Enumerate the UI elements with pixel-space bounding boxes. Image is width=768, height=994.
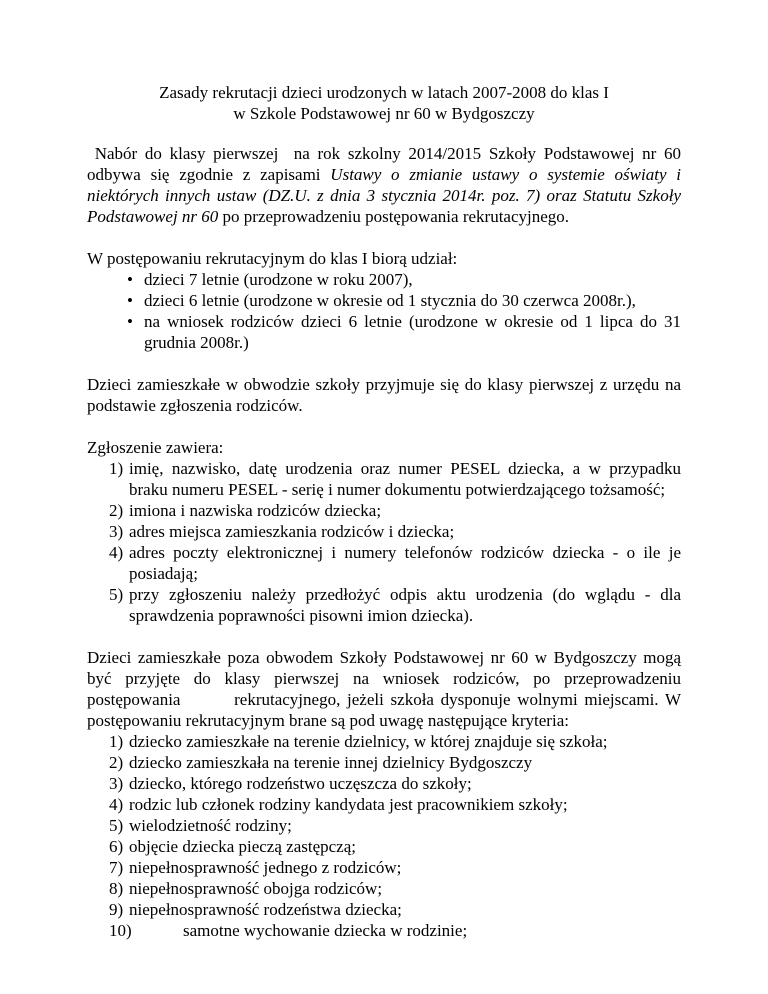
list-item-text: imię, nazwisko, datę urodzenia oraz numer PESEL dziecka, a w przypadku braku numeru PESEL - serię i numer dokumentu potwierdzającego tożsamość; xyxy=(129,459,681,499)
list-item xyxy=(109,500,681,521)
list-item xyxy=(109,878,681,899)
list-item-text: dzieci 7 letnie (urodzone w roku 2007), xyxy=(144,270,413,289)
list-item xyxy=(109,920,681,941)
list-item-text: na wniosek rodziców dzieci 6 letnie (urodzone w okresie od 1 lipca do 31 grudnia 2008r.) xyxy=(144,312,681,352)
item-number: 7) xyxy=(109,858,124,877)
list-item xyxy=(109,815,681,836)
nonresidents-paragraph: Dzieci zamieszkałe poza obwodem Szkoły Podstawowej nr 60 w Bydgoszczy mogą być przyjęte do klasy pierwszej na wniosek rodziców, po przeprowadzeniu postępowania rekrutacyjnego, jeżeli szkoła dysponuje wolnymi miejscami. W postępowaniu rekrutacyjnym brane są pod uwagę następujące kryteria: xyxy=(87,648,686,730)
list-item-text: dzieci 6 letnie (urodzone w okresie od 1 stycznia do 30 czerwca 2008r.), xyxy=(144,291,636,310)
list-item xyxy=(109,458,681,500)
item-number: 2) xyxy=(109,753,124,772)
item-number: 6) xyxy=(109,837,124,856)
list-item xyxy=(109,521,681,542)
list-item xyxy=(109,794,681,815)
document-title xyxy=(87,82,681,124)
item-number: 3) xyxy=(109,774,124,793)
list-item xyxy=(109,857,681,878)
intro-text-3: po przeprowadzeniu postępowania rekrutacyjnego. xyxy=(218,207,570,226)
item-number: 4) xyxy=(109,795,124,814)
list-item-text: imiona i nazwiska rodziców dziecka; xyxy=(129,501,382,520)
list-item xyxy=(127,290,681,311)
title-line-1: Zasady rekrutacji dzieci urodzonych w latach 2007-2008 do klas I xyxy=(159,83,609,102)
item-number: 4) xyxy=(109,543,124,562)
item-number: 2) xyxy=(109,501,124,520)
participants-heading: W postępowaniu rekrutacyjnym do klas I biorą udział: xyxy=(87,249,458,268)
item-number: 1) xyxy=(109,459,124,478)
list-item xyxy=(109,584,681,626)
criteria-list xyxy=(87,731,681,941)
list-item-text: niepełnosprawność obojga rodziców; xyxy=(129,879,383,898)
intro-text-italic: Ustawy o zmianie ustawy o systemie oświaty i niektórych innych ustaw (DZ.U. z dnia 3 stycznia 2014r. poz. 7) oraz Statutu Szkoły Podstawowej nr 60 xyxy=(87,165,681,226)
application-list xyxy=(87,458,681,626)
list-item-text: dziecko, którego rodzeństwo uczęszcza do szkoły; xyxy=(129,774,472,793)
participants-list xyxy=(87,269,681,353)
list-item-text: objęcie dziecka pieczą zastępczą; xyxy=(129,837,356,856)
item-number: 8) xyxy=(109,879,124,898)
item-number: 5) xyxy=(109,585,124,604)
list-item-text: rodzic lub członek rodziny kandydata jest pracownikiem szkoły; xyxy=(129,795,568,814)
bullet-icon: • xyxy=(127,291,133,310)
bullet-icon: • xyxy=(127,270,133,289)
intro-paragraph xyxy=(87,143,686,227)
list-item xyxy=(127,311,681,353)
list-item-text: samotne wychowanie dziecka w rodzinie; xyxy=(183,921,468,940)
list-item xyxy=(109,899,681,920)
item-number: 1) xyxy=(109,732,124,751)
list-item xyxy=(109,731,681,752)
list-item-text: dziecko zamieszkała na terenie innej dzielnicy Bydgoszczy xyxy=(129,753,533,772)
item-number: 3) xyxy=(109,522,124,541)
list-item-text: niepełnosprawność rodzeństwa dziecka; xyxy=(129,900,402,919)
list-item-text: adres poczty elektronicznej i numery telefonów rodziców dziecka - o ile je posiadają; xyxy=(129,543,681,583)
list-item-text: przy zgłoszeniu należy przedłożyć odpis aktu urodzenia (do wglądu - dla sprawdzenia poprawności pisowni imion dziecka). xyxy=(129,585,681,625)
list-item xyxy=(109,773,681,794)
list-item-text: wielodzietność rodziny; xyxy=(129,816,292,835)
application-heading: Zgłoszenie zawiera: xyxy=(87,438,224,457)
intro-text-1: Nabór do klasy pierwszej na rok szkolny 2014/2015 Szkoły Podstawowej nr 60 odbywa się zgodnie z zapisami xyxy=(87,144,686,184)
list-item xyxy=(109,752,681,773)
residents-paragraph: Dzieci zamieszkałe w obwodzie szkoły przyjmuje się do klasy pierwszej z urzędu na podstawie zgłoszenia rodziców. xyxy=(87,375,681,415)
list-item xyxy=(109,542,681,584)
bullet-icon: • xyxy=(127,312,133,331)
title-line-2: w Szkole Podstawowej nr 60 w Bydgoszczy xyxy=(233,104,535,123)
list-item-text: niepełnosprawność jednego z rodziców; xyxy=(129,858,402,877)
item-number: 10) xyxy=(109,921,132,940)
list-item-text: dziecko zamieszkałe na terenie dzielnicy, w której znajduje się szkoła; xyxy=(129,732,608,751)
list-item-text: adres miejsca zamieszkania rodziców i dziecka; xyxy=(129,522,455,541)
list-item xyxy=(127,269,681,290)
list-item xyxy=(109,836,681,857)
item-number: 9) xyxy=(109,900,124,919)
item-number: 5) xyxy=(109,816,124,835)
